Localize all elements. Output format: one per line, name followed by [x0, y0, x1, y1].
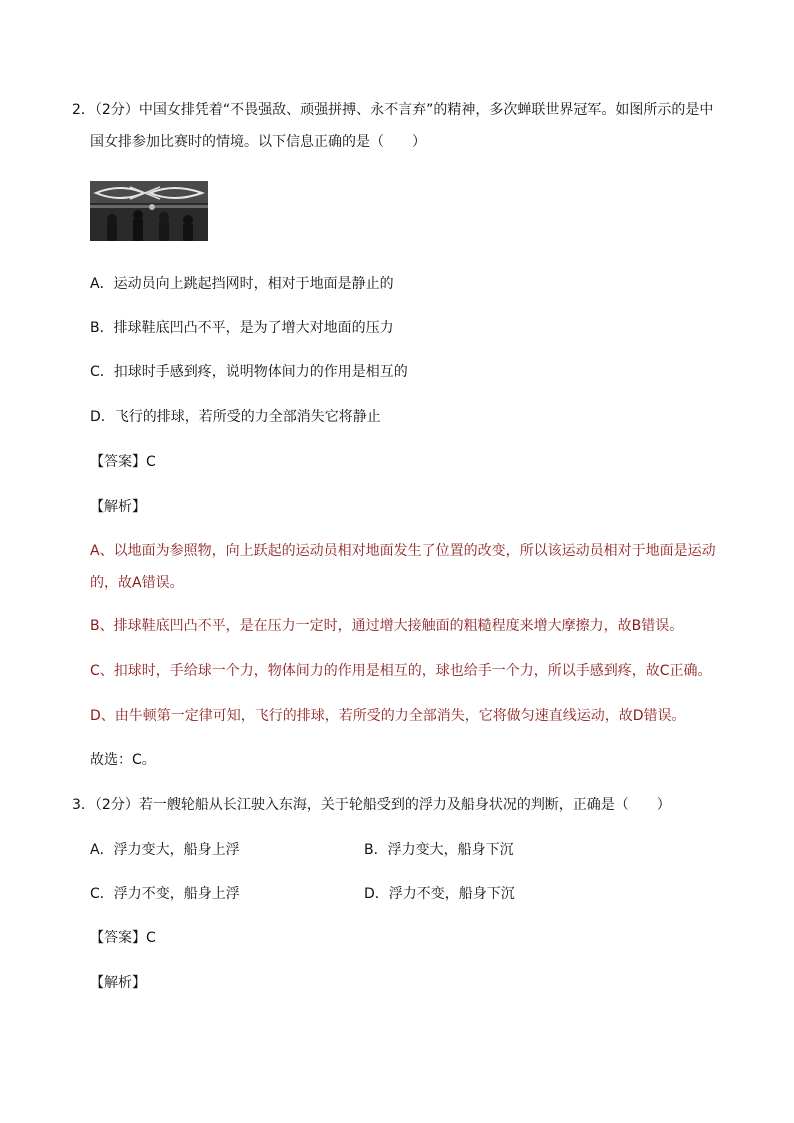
q2-analysis-d: D、由牛顿第一定律可知，飞行的排球，若所受的力全部消失，它将做匀速直线运动，故D错误。	[90, 708, 686, 724]
q2-analysis-a-line2: 的，故A错误。	[90, 575, 184, 591]
q2-option-d: D．飞行的排球，若所受的力全部消失它将静止	[90, 409, 381, 425]
q2-stem-line2: 国女排参加比赛时的情境。以下信息正确的是（ ）	[90, 134, 426, 150]
q2-option-b: B．排球鞋底凹凸不平，是为了增大对地面的压力	[90, 320, 394, 336]
q2-option-a: A．运动员向上跳起挡网时，相对于地面是静止的	[90, 276, 394, 292]
q2-analysis-b: B、排球鞋底凹凸不平，是在压力一定时，通过增大接触面的粗糙程度来增大摩擦力，故B错误。	[90, 618, 684, 634]
q2-answer: 【答案】C	[90, 454, 156, 470]
q2-option-c: C．扣球时手感到疼，说明物体间力的作用是相互的	[90, 364, 408, 380]
volleyball-photo-image	[90, 181, 208, 241]
q2-analysis-a-line1: A、以地面为参照物，向上跃起的运动员相对地面发生了位置的改变，所以该运动员相对于地面是运动	[90, 543, 716, 559]
q2-conclusion: 故选：C。	[90, 752, 156, 768]
q3-option-b: B．浮力变大，船身下沉	[364, 842, 514, 858]
q3-stem: 3．（2分）若一艘轮船从长江驶入东海，关于轮船受到的浮力及船身状况的判断，正确是（ ）	[72, 797, 671, 813]
q2-analysis-c: C、扣球时，手给球一个力，物体间力的作用是相互的，球也给手一个力，所以手感到疼，故C正确。	[90, 663, 712, 679]
q2-analysis-label: 【解析】	[90, 499, 146, 515]
q2-stem-line1: 2．（2分）中国女排凭着“不畏强敌、顽强拼搏、永不言弃”的精神，多次蝉联世界冠军。如图所示的是中	[72, 102, 714, 118]
q3-option-d: D．浮力不变，船身下沉	[364, 886, 515, 902]
q3-analysis-label: 【解析】	[90, 975, 146, 991]
q3-option-a: A．浮力变大，船身上浮	[90, 842, 240, 858]
volleyball-photo	[90, 181, 208, 241]
q3-option-c: C．浮力不变，船身上浮	[90, 886, 240, 902]
q3-answer: 【答案】C	[90, 930, 156, 946]
